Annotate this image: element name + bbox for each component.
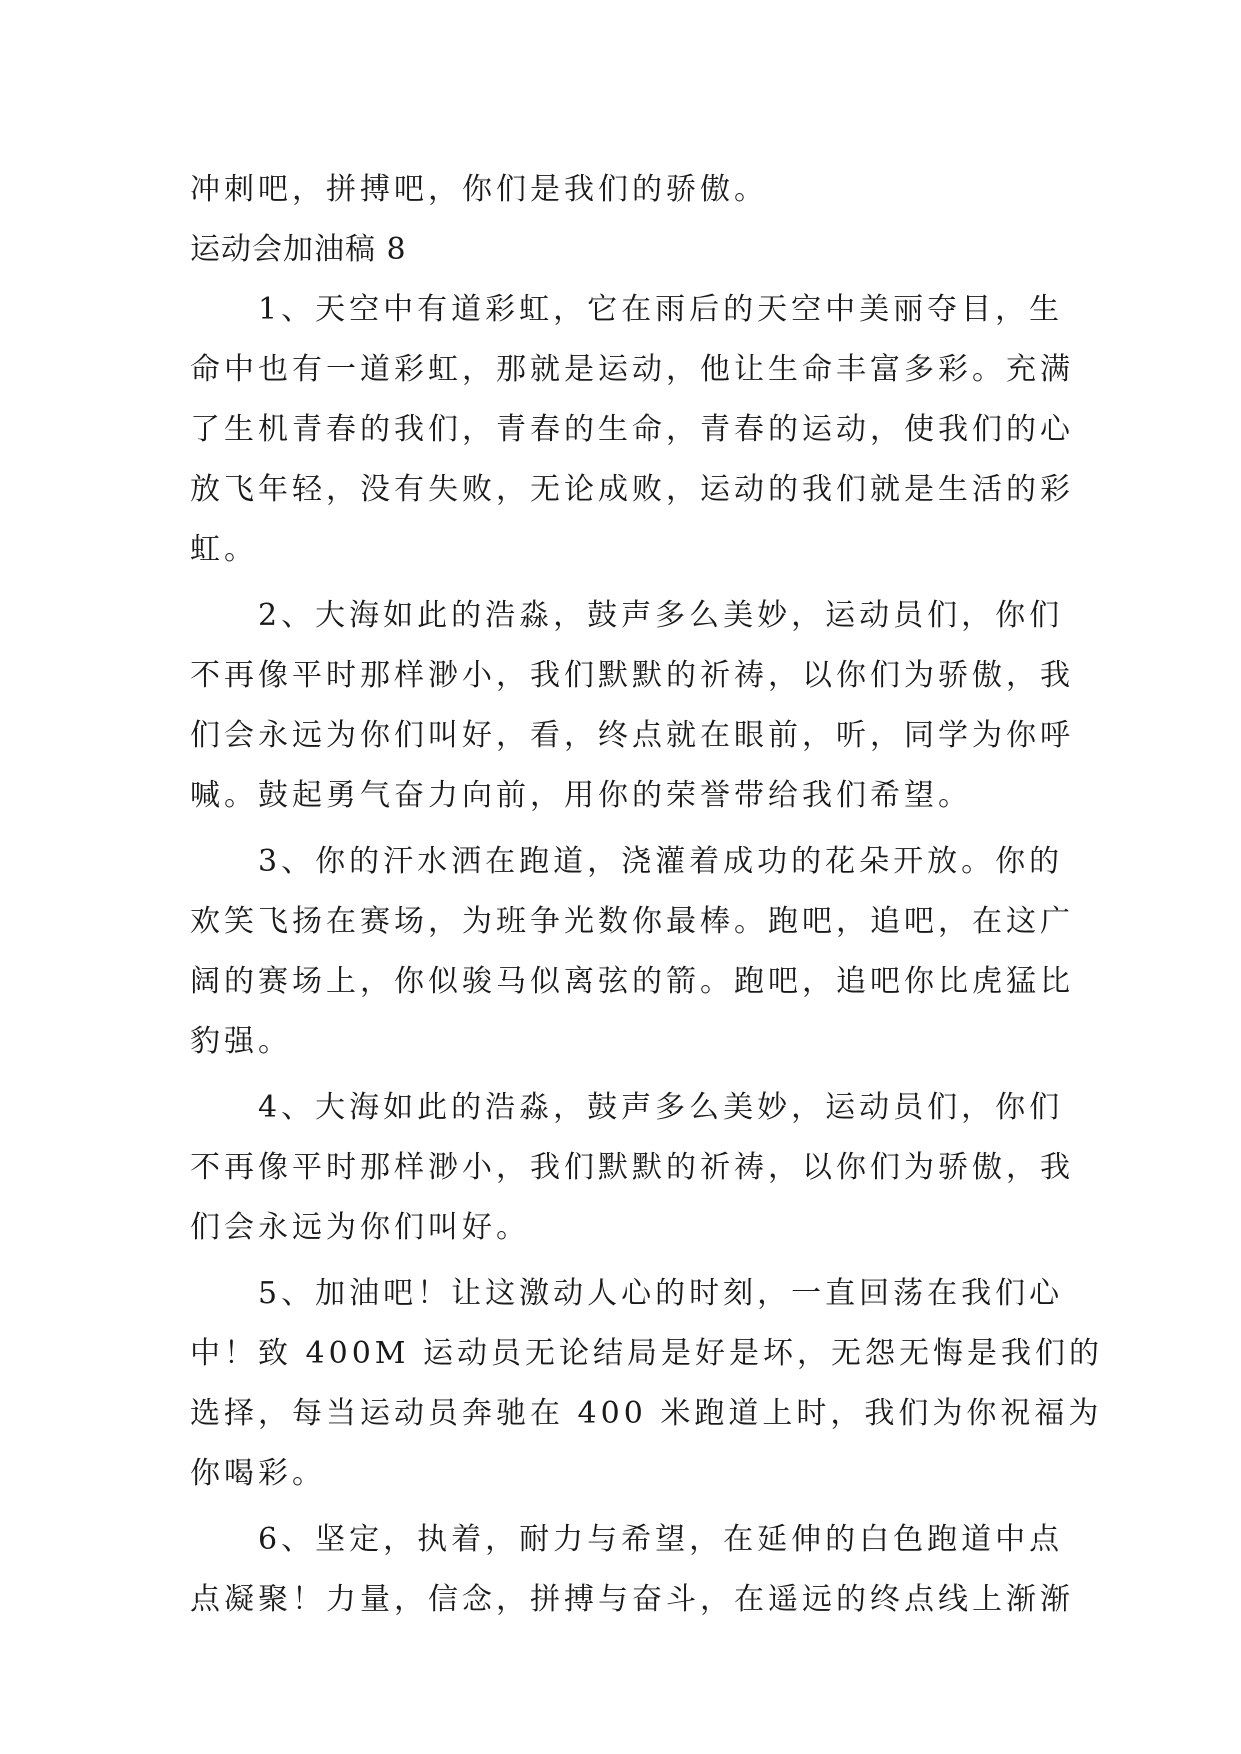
paragraph-line: 你喝彩。 xyxy=(190,1456,326,1491)
paragraph-line: 了生机青春的我们，青春的生命，青春的运动，使我们的心 xyxy=(190,412,1074,447)
paragraph-line: 喊。鼓起勇气奋力向前，用你的荣誉带给我们希望。 xyxy=(190,778,972,813)
paragraph-line: 2、大海如此的浩淼，鼓声多么美妙，运动员们，你们 xyxy=(258,598,1064,633)
paragraph-line: 3、你的汗水洒在跑道，浇灌着成功的花朵开放。你的 xyxy=(258,844,1064,879)
paragraph-line: 阔的赛场上，你似骏马似离弦的箭。跑吧，追吧你比虎猛比 xyxy=(190,964,1074,999)
section-heading: 运动会加油稿 8 xyxy=(190,232,407,267)
intro-line: 冲刺吧，拼搏吧，你们是我们的骄傲。 xyxy=(190,172,768,207)
paragraph-line: 不再像平时那样渺小，我们默默的祈祷，以你们为骄傲，我 xyxy=(190,658,1074,693)
paragraph-line: 6、坚定，执着，耐力与希望，在延伸的白色跑道中点 xyxy=(258,1522,1064,1557)
paragraph-line: 选择，每当运动员奔驰在 400 米跑道上时，我们为你祝福为 xyxy=(190,1396,1103,1431)
paragraph-6 xyxy=(190,1510,1074,1630)
paragraph-line: 们会永远为你们叫好，看，终点就在眼前，听，同学为你呼 xyxy=(190,718,1074,753)
paragraph-3 xyxy=(190,832,1074,1072)
paragraph-line: 欢笑飞扬在赛场，为班争光数你最棒。跑吧，追吧，在这广 xyxy=(190,904,1074,939)
document-body xyxy=(190,160,1104,1636)
paragraph-line: 4、大海如此的浩淼，鼓声多么美妙，运动员们，你们 xyxy=(258,1090,1064,1125)
paragraph-2 xyxy=(190,586,1074,826)
paragraph-line: 中！致 400M 运动员无论结局是好是坏，无怨无悔是我们的 xyxy=(190,1336,1104,1371)
paragraph-line: 们会永远为你们叫好。 xyxy=(190,1210,530,1245)
paragraph-line: 豹强。 xyxy=(190,1024,292,1059)
paragraph-line: 虹。 xyxy=(190,532,258,567)
paragraph-line: 命中也有一道彩虹，那就是运动，他让生命丰富多彩。充满 xyxy=(190,352,1074,387)
paragraph-4 xyxy=(190,1078,1074,1258)
paragraph-5 xyxy=(190,1264,1104,1504)
paragraph-line: 5、加油吧！让这激动人心的时刻，一直回荡在我们心 xyxy=(258,1276,1064,1311)
paragraph-1 xyxy=(190,280,1074,580)
paragraph-line: 点凝聚！力量，信念，拼搏与奋斗，在遥远的终点线上渐渐 xyxy=(190,1582,1074,1617)
paragraph-line: 放飞年轻，没有失败，无论成败，运动的我们就是生活的彩 xyxy=(190,472,1074,507)
paragraph-line: 不再像平时那样渺小，我们默默的祈祷，以你们为骄傲，我 xyxy=(190,1150,1074,1185)
paragraph-line: 1、天空中有道彩虹，它在雨后的天空中美丽夺目，生 xyxy=(258,292,1064,327)
